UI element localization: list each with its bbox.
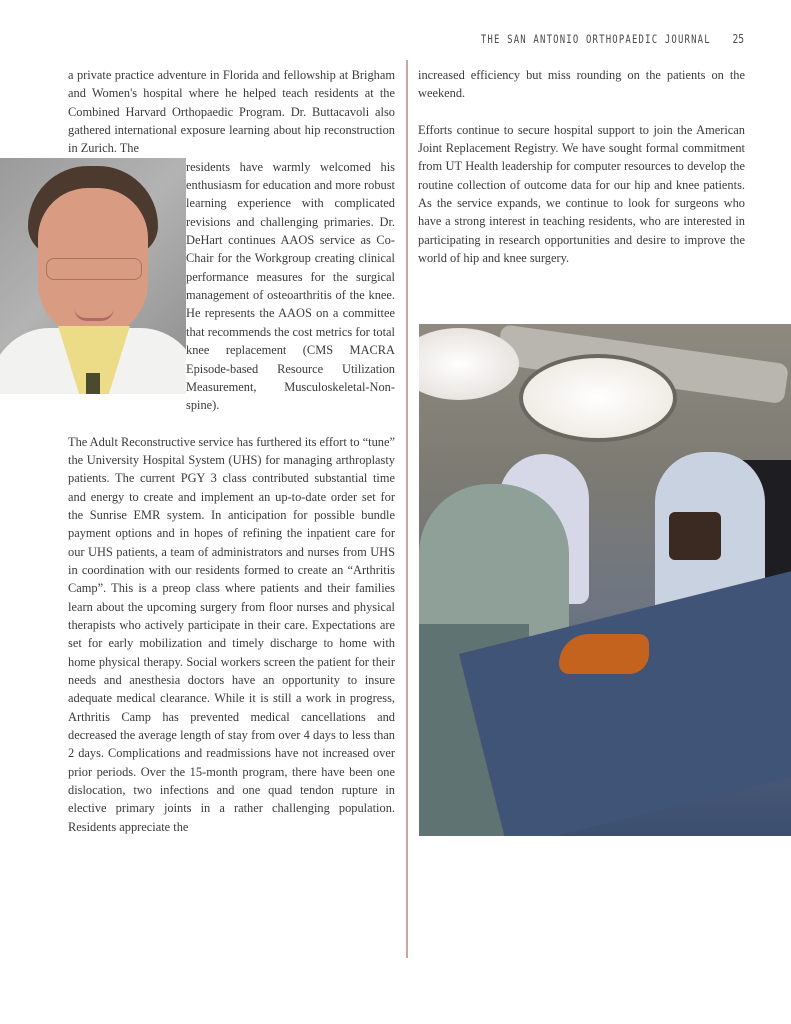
page-number: 25 xyxy=(731,32,744,46)
portrait-glasses xyxy=(46,258,142,280)
column-divider xyxy=(406,60,408,958)
portrait-smile xyxy=(74,308,114,321)
surgeon-face xyxy=(669,512,721,560)
portrait-tie xyxy=(86,373,100,394)
surgical-site xyxy=(559,634,649,674)
running-header xyxy=(416,32,745,46)
portrait-image xyxy=(0,158,186,394)
journal-title: THE SAN ANTONIO ORTHOPAEDIC JOURNAL xyxy=(480,32,711,46)
paragraph-intro: a private practice adventure in Florida and fellowship at Brigham and Women's hospital where he helped teach residents at the Combined Harvard Orthopaedic Program. Dr. Buttacavoli also gathered international exposure learning about hip reconstruction in Zurich. The xyxy=(68,68,395,156)
paragraph-arthritis-camp: The Adult Reconstructive service has furthered its effort to “tune” the University Hospital System (UHS) for managing arthroplasty patients. The current PGY 3 class contributed substantial time and energy to create and implement an up-to-date order set for the Sunrise EMR system. In anticipation for possible bundle payment options and in hopes of refining the inpatient care for our UHS patients, a team of administrators and nurses from UHS in coordination with our residents formed to create an “Arthritis Camp”. This is a preop class where patients and their families learn about the upcoming surgery from floor nurses and physical therapists who actively participate in their care. Expectations are set for early mobilization and timely discharge to home with home physical therapy. Social workers screen the patient for their needs and anesthesia doctors have an opportunity to insure adequate medical clearance. While it is still a work in progress, Arthritis Camp has prevented medical cancellations and decreased the average length of stay from over 4 days to less than 2 days. Complications and readmissions have not increased over prior periods. Over the 15-month program, there have been one dislocation, two infections and one quad tendon rupture in elective primary joints in a rather challenging population. Residents appreciate the xyxy=(68,434,395,834)
paragraph-wrapped: residents have warmly welcomed his enthusiasm for education and more robust learning experience with complicated revisions and challenging primaries. Dr. DeHart continues AAOS service as Co-Chair for the Workgroup creating clinical performance measures for the surgical management of osteoarthritis of the knee. He represents the AAOS on a committee that recommends the cost metrics for total knee replacement (CMS MACRA Episode-based Resource Utilization Measurement, Musculoskeletal-Non-spine). xyxy=(186,159,395,413)
left-column xyxy=(68,66,395,836)
surgical-light-center xyxy=(519,354,677,442)
surgery-photo xyxy=(419,324,791,836)
right-column xyxy=(418,66,745,267)
paragraph-continuation: increased efficiency but miss rounding on the patients on the weekend. xyxy=(418,68,745,101)
paragraph-registry: Efforts continue to secure hospital support to join the American Joint Replacement Registry. We have sought formal commitment from UT Health leadership for computer resources to develop the routine collection of outcome data for our hip and knee patients. As the service expands, we continue to look for surgeons who have a strong interest in teaching residents, who are interested in participating in research opportunities and desire to improve the world of hip and knee surgery. xyxy=(418,122,745,266)
